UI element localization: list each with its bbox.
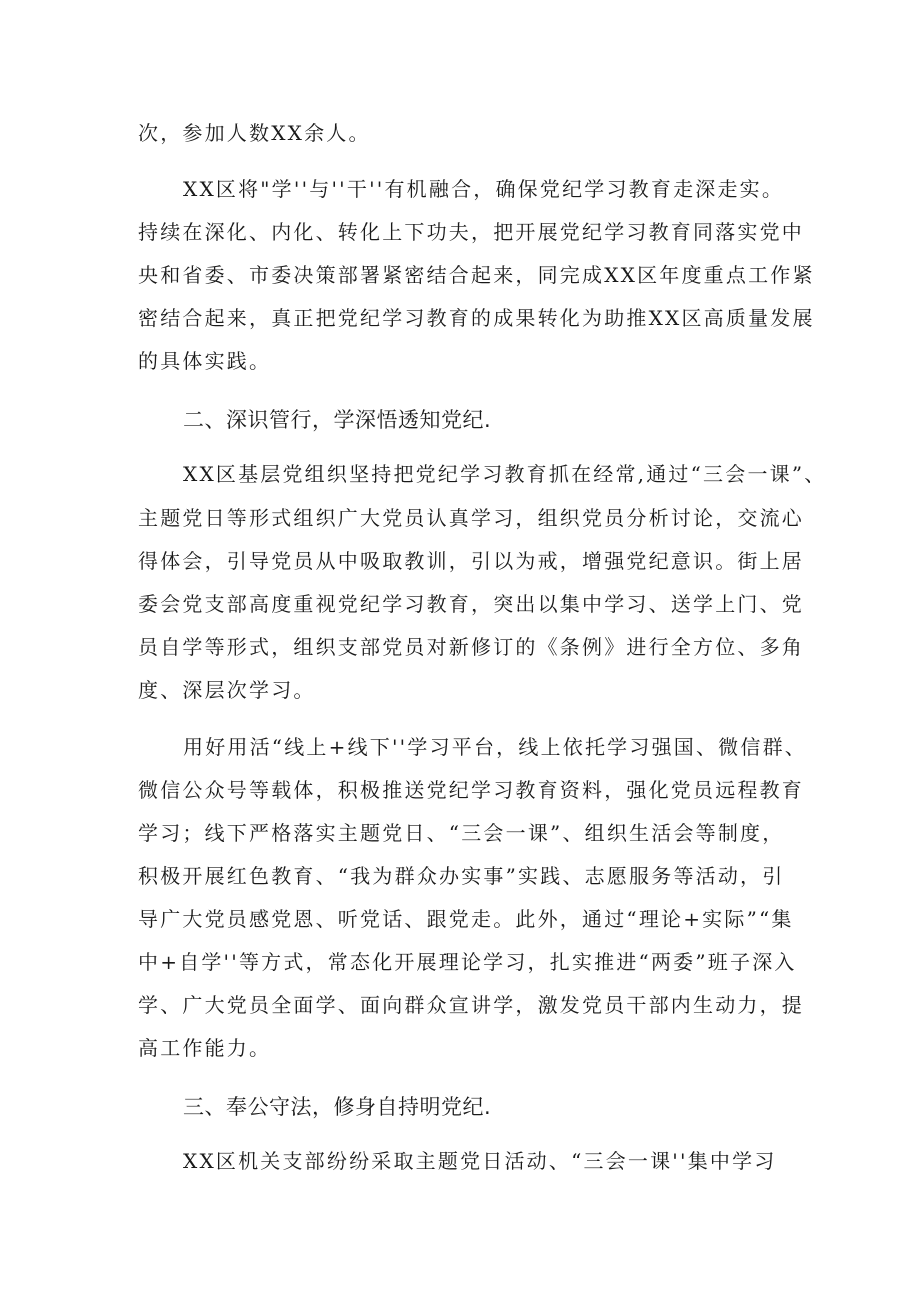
paragraph-line: XX区机关支部纷纷采取主题党日活动、“三会一课''集中学习 <box>183 1149 777 1173</box>
paragraph-line: 主题党日等形式组织广大党员认真学习，组织党员分析讨论，交流心 <box>138 506 804 530</box>
paragraph-line: 密结合起来，真正把党纪学习教育的成果转化为助推XX区高质量发展 <box>138 306 815 330</box>
paragraph-line: 次，参加人数XX余人。 <box>138 121 371 145</box>
paragraph-line: 持续在深化、内化、转化上下功夫，把开展党纪学习教育同落实党中 <box>138 220 804 244</box>
paragraph-line: 高工作能力。 <box>138 1036 272 1060</box>
paragraph-line: XX区基层党组织坚持把党纪学习教育抓在经常,通过“三会一课”、 <box>183 462 827 486</box>
paragraph-line: 积极开展红色教育、“我为群众办实事”实践、志愿服务等活动，引 <box>138 864 785 888</box>
paragraph-line: 中+自学''等方式，常态化开展理论学习，扎实推进“两委”班子深入 <box>138 950 797 974</box>
paragraph-line: 学习；线下严格落实主题党日、“三会一课”、组织生活会等制度， <box>138 821 785 845</box>
paragraph-line: 学、广大党员全面学、面向群众宣讲学，激发党员干部内生动力，提 <box>138 993 804 1017</box>
paragraph-line: XX区将"学''与''干''有机融合，确保党纪学习教育走深走实。 <box>183 177 785 201</box>
section-heading: 二、深识管行，学深悟透知党纪. <box>183 408 492 432</box>
paragraph-line: 度、深层次学习。 <box>138 678 316 702</box>
paragraph-line: 委会党支部高度重视党纪学习教育，突出以集中学习、送学上门、党 <box>138 592 804 616</box>
paragraph-line: 微信公众号等载体，积极推送党纪学习教育资料，强化党员远程教育 <box>138 778 804 802</box>
paragraph-line: 用好用活“线上+线下''学习平台，线上依托学习强国、微信群、 <box>183 735 807 759</box>
paragraph-line: 央和省委、市委决策部署紧密结合起来，同完成XX区年度重点工作紧 <box>138 263 815 287</box>
paragraph-line: 导广大党员感党恩、听党话、跟党走。此外，通过“理论+实际”“集 <box>138 907 794 931</box>
paragraph-line: 的具体实践。 <box>138 349 272 373</box>
paragraph-line: 得体会，引导党员从中吸取教训，引以为戒，增强党纪意识。街上居 <box>138 549 804 573</box>
section-heading: 三、奉公守法，修身自持明党纪. <box>183 1095 492 1119</box>
paragraph-line: 员自学等形式，组织支部党员对新修订的《条例》进行全方位、多角 <box>138 635 804 659</box>
